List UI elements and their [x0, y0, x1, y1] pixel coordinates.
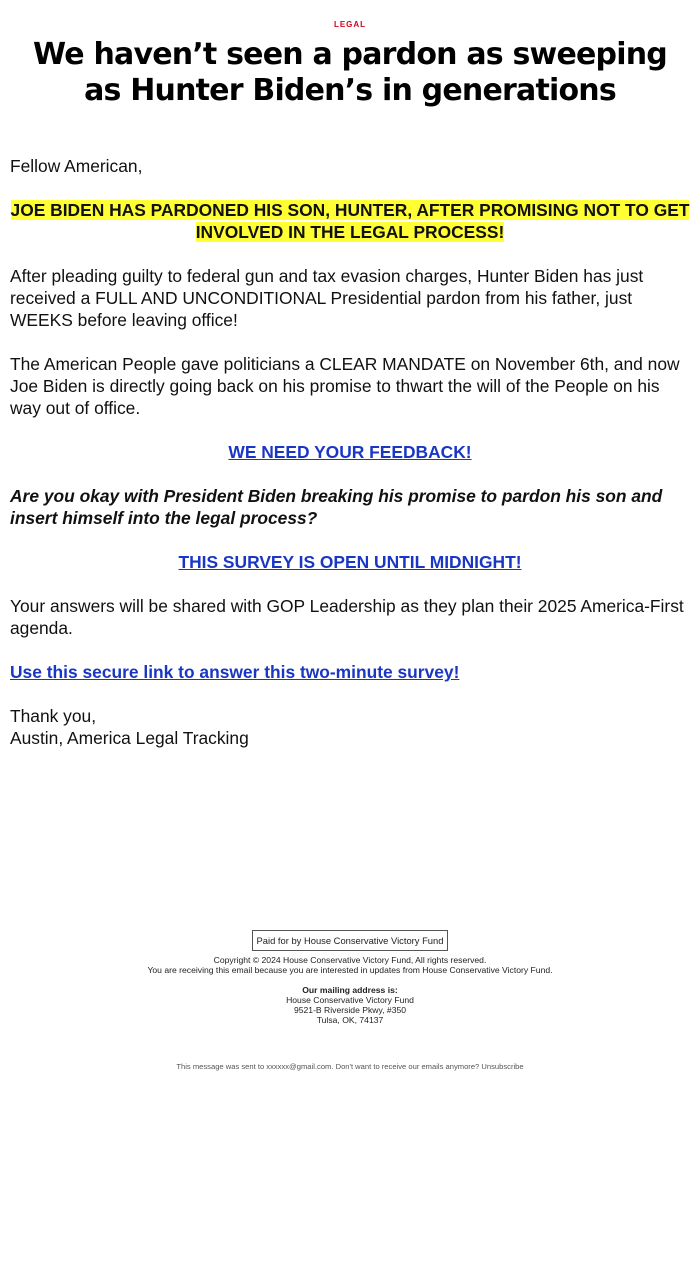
- kicker-label: LEGAL: [333, 20, 367, 29]
- feedback-link[interactable]: WE NEED YOUR FEEDBACK!: [228, 442, 472, 462]
- mailing-street: 9521-B Riverside Pkwy, #350: [293, 1005, 407, 1015]
- paragraph-gop: Your answers will be shared with GOP Leadership as they plan their 2025 America-First agenda.: [10, 596, 684, 638]
- subscription-reason: You are receiving this email because you are interested in updates from House Conservative Victory Fund.: [147, 965, 553, 975]
- signoff: Thank you,: [10, 706, 97, 726]
- signature: Austin, America Legal Tracking: [10, 728, 249, 748]
- mailing-address-label: Our mailing address is:: [302, 985, 398, 995]
- email-body: [0, 155, 700, 749]
- survey-deadline-row: [10, 551, 690, 573]
- unsubscribe-link[interactable]: Unsubscribe: [481, 1062, 524, 1071]
- mailing-org: House Conservative Victory Fund: [286, 995, 414, 1005]
- sent-to-notice: [0, 1062, 700, 1072]
- survey-question: Are you okay with President Biden breaking his promise to pardon his son and insert himself into the legal process?: [10, 486, 663, 528]
- feedback-link-row: [10, 441, 690, 463]
- greeting: Fellow American,: [10, 156, 143, 176]
- paid-for-box: Paid for by House Conservative Victory Fund: [252, 930, 449, 951]
- alert-banner: [10, 199, 690, 243]
- sent-to-text: This message was sent to xxxxxx@gmail.com. Don't want to receive our emails anymore?: [176, 1062, 480, 1071]
- mailing-city: Tulsa, OK, 74137: [316, 1015, 384, 1025]
- paragraph-mandate: The American People gave politicians a CLEAR MANDATE on November 6th, and now Joe Biden is directly going back on his promise to thwart the will of the People on his way out of office.: [10, 354, 680, 418]
- secure-survey-link[interactable]: Use this secure link to answer this two-minute survey!: [10, 662, 460, 682]
- paragraph-pardon: After pleading guilty to federal gun and tax evasion charges, Hunter Biden has just received a FULL AND UNCONDITIONAL Presidential pardon from his father, just WEEKS before leaving office!: [10, 266, 644, 330]
- survey-deadline-link[interactable]: THIS SURVEY IS OPEN UNTIL MIDNIGHT!: [178, 552, 522, 572]
- headline: We haven’t seen a pardon as sweeping as Hunter Biden’s in generations: [33, 37, 667, 108]
- copyright: Copyright © 2024 House Conservative Victory Fund, All rights reserved.: [213, 955, 487, 965]
- email-footer: [0, 930, 700, 1025]
- secure-link-row: [10, 661, 690, 683]
- alert-text: JOE BIDEN HAS PARDONED HIS SON, HUNTER, AFTER PROMISING NOT TO GET INVOLVED IN THE LEGAL PROCESS!: [10, 200, 690, 242]
